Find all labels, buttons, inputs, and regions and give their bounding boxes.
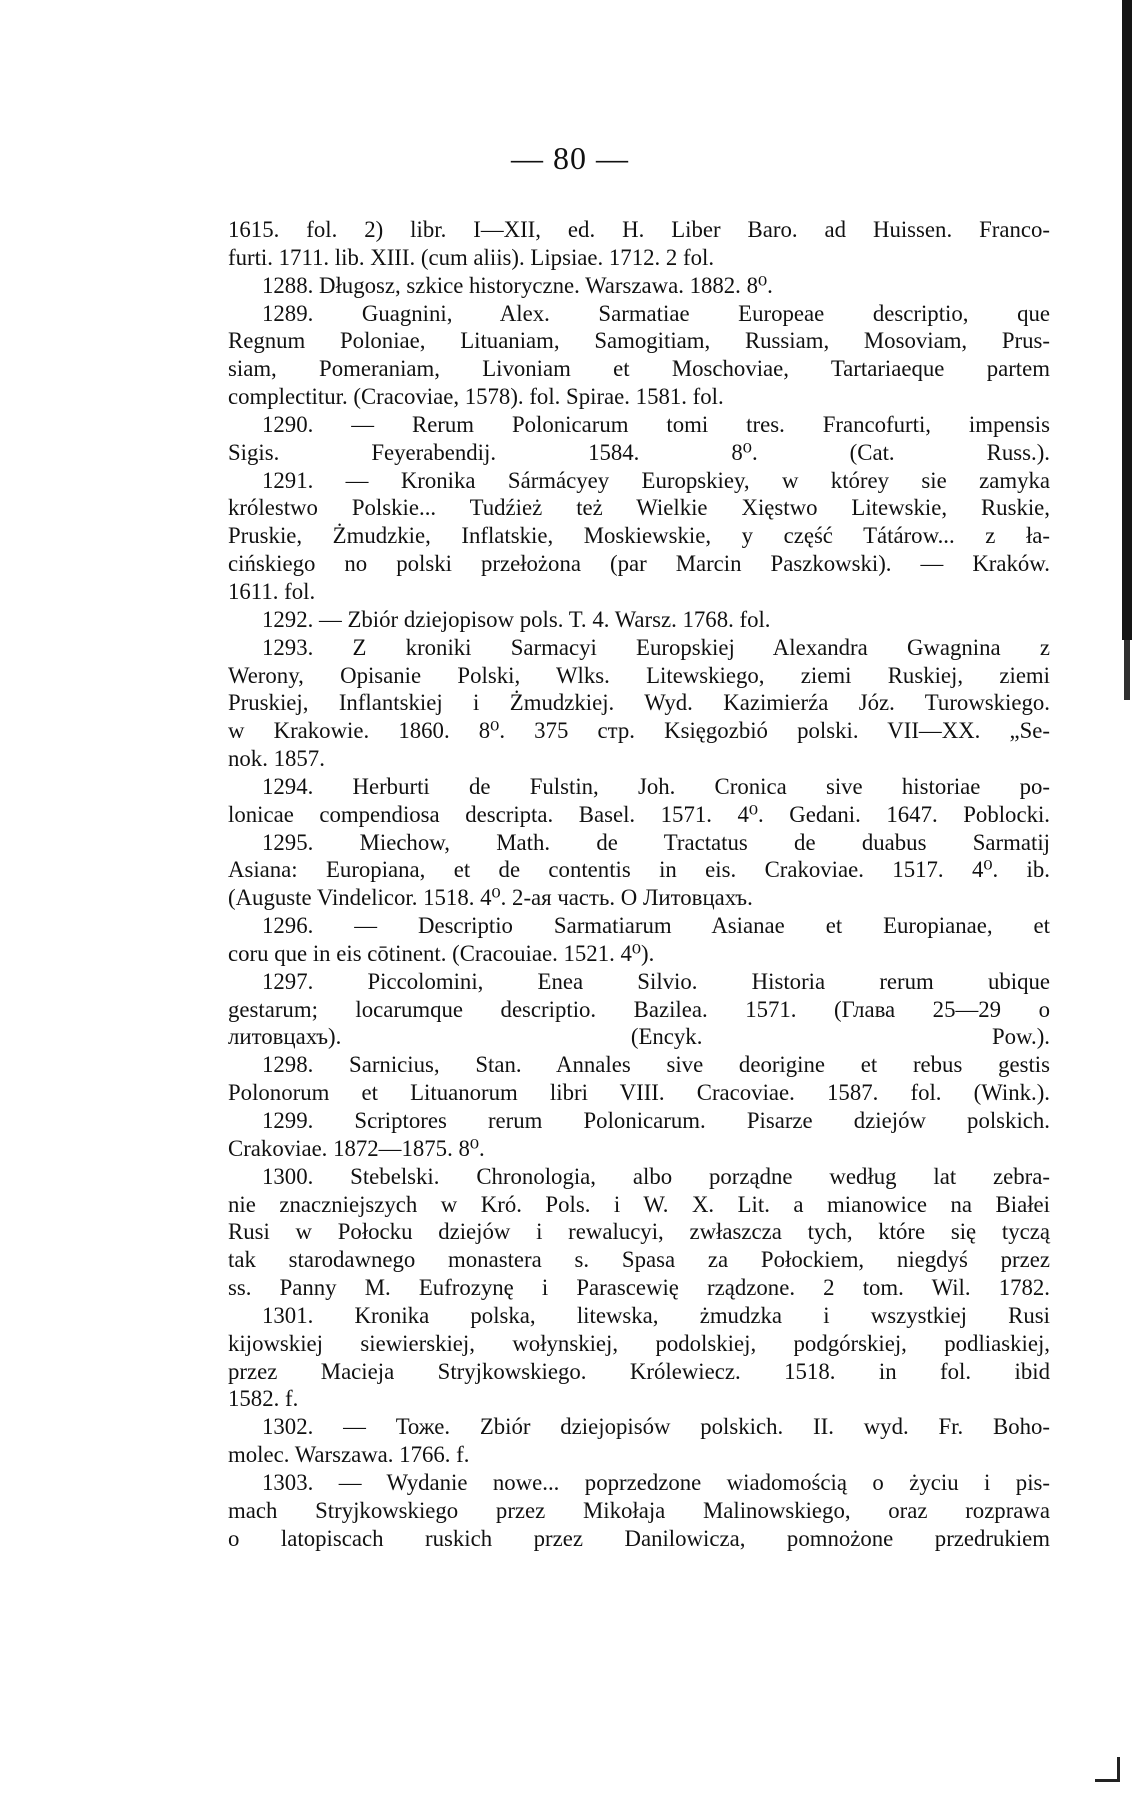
text-line: Rusi w Połocku dziejów i rewalucyi, zwłaszcza tych, które się tyczą <box>228 1219 1050 1245</box>
entry-1298: 1298. Sarnicius, Stan. Annales sive deorigine et rebus gestis <box>262 1052 1050 1078</box>
text-line: mach Stryjkowskiego przez Mikołaja Malinowskiego, oraz rozprawa <box>228 1497 1050 1523</box>
entry-1301: 1301. Kronika polska, litewska, żmudzka i wszystkiej Rusi <box>262 1302 1050 1328</box>
text-line: kijowskiej siewierskiej, wołynskiej, podolskiej, podgórskiej, podliaskiej, <box>228 1330 1050 1356</box>
text-line: coru que in eis cōtinent. (Cracouiae. 1521. 4⁰). <box>228 940 655 966</box>
bibliography-text <box>228 216 1050 1553</box>
entry-1303: 1303. — Wydanie nowe... poprzedzone wiadomością o życiu i pis- <box>262 1469 1050 1495</box>
entry-1293: 1293. Z kroniki Sarmacyi Europskiej Alexandra Gwagnina z <box>262 634 1050 660</box>
text-line: o latopiscach ruskich przez Danilowicza, pomnożone przedrukiem <box>228 1525 1050 1551</box>
scan-corner-mark <box>1095 1757 1120 1782</box>
text-line: Pruskiej, Inflantskiej i Żmudzkiej. Wyd. Kazimierźa Józ. Turowskiego. <box>228 690 1050 716</box>
entry-1300: 1300. Stebelski. Chronologia, albo porządne według lat zebra- <box>262 1163 1050 1189</box>
entry-1288: 1288. Długosz, szkice historyczne. Warszawa. 1882. 8⁰. <box>262 272 773 298</box>
entry-1299: 1299. Scriptores rerum Polonicarum. Pisarze dziejów polskich. <box>262 1108 1050 1133</box>
text-line: Sigis. Feyerabendij. 1584. 8⁰. (Cat. Russ.). <box>228 439 1050 465</box>
text-line: 1582. f. <box>228 1386 299 1412</box>
text-line: Polonorum et Lituanorum libri VIII. Cracoviae. 1587. fol. (Wink.). <box>228 1080 1050 1106</box>
entry-1294: 1294. Herburti de Fulstin, Joh. Cronica sive historiae po- <box>262 773 1050 799</box>
text-line: 1611. fol. <box>228 578 316 604</box>
text-line: ss. Panny M. Eufrozynę i Parascewię rządzone. 2 tom. Wil. 1782. <box>228 1275 1050 1301</box>
scan-edge-shadow-lower <box>1124 640 1130 700</box>
entry-1290: 1290. — Rerum Polonicarum tomi tres. Francofurti, impensis <box>262 411 1050 437</box>
entry-1297: 1297. Piccolomini, Enea Silvio. Historia rerum ubique <box>262 968 1050 994</box>
text-line: complectitur. (Cracoviae, 1578). fol. Spirae. 1581. fol. <box>228 384 724 410</box>
entry-1295: 1295. Miechow, Math. de Tractatus de duabus Sarmatij <box>262 829 1050 855</box>
text-line: nok. 1857. <box>228 746 325 772</box>
text-line: siam, Pomeraniam, Livoniam et Moschoviae, Tartariaeque partem <box>228 356 1050 382</box>
text-line: cińskiego no polski przełożona (par Marcin Paszkowski). — Kraków. <box>228 551 1050 577</box>
entry-1296: 1296. — Descriptio Sarmatiarum Asianae et Europianae, et <box>262 913 1050 939</box>
entry-1291: 1291. — Kronika Sármácyey Europskiey, w którey sie zamyka <box>262 467 1050 493</box>
text-line: Regnum Poloniae, Lituaniam, Samogitiam, Russiam, Mosoviam, Prus- <box>228 328 1050 354</box>
text-line: Werony, Opisanie Polski, Wlks. Litewskiego, ziemi Ruskiej, ziemi <box>228 662 1050 688</box>
text-line: molec. Warszawa. 1766. f. <box>228 1442 470 1468</box>
text-line: Crakoviae. 1872—1875. 8⁰. <box>228 1135 485 1161</box>
text-line: tak starodawnego monastera s. Spasa za Połockiem, niegdyś przez <box>228 1247 1050 1273</box>
text-line: Pruskie, Żmudzkie, Inflatskie, Moskiewskie, y część Tátárow... z ła- <box>228 523 1050 549</box>
text-line: литовцахъ). (Encyk. Pow.). <box>228 1024 1050 1050</box>
text-line: Asiana: Europiana, et de contentis in eis. Crakoviae. 1517. 4⁰. ib. <box>228 857 1050 883</box>
text-line: (Auguste Vindelicor. 1518. 4⁰. 2-ая часть. О Литовцахъ. <box>228 885 753 911</box>
text-line: furti. 1711. lib. XIII. (cum aliis). Lipsiae. 1712. 2 fol. <box>228 244 715 270</box>
text-line: nie znaczniejszych w Kró. Pols. i W. X. Lit. a mianowice na Białei <box>228 1191 1050 1217</box>
entry-1292: 1292. — Zbiór dziejopisow pols. T. 4. Warsz. 1768. fol. <box>262 606 771 632</box>
page-number: — 80 — <box>511 140 629 176</box>
entry-1302: 1302. — Тоже. Zbiór dziejopisów polskich. II. wyd. Fr. Boho- <box>262 1414 1050 1440</box>
text-line: przez Macieja Stryjkowskiego. Królewiecz. 1518. in fol. ibid <box>228 1358 1050 1384</box>
text-line: królestwo Polskie... Tudźież też Wielkie Xięstwo Litewskie, Ruskie, <box>228 495 1050 521</box>
text-line: gestarum; locarumque descriptio. Bazilea. 1571. (Глава 25—29 о <box>228 996 1050 1022</box>
text-line: w Krakowie. 1860. 8⁰. 375 стр. Księgozbió polski. VII—XX. „Se- <box>228 718 1050 744</box>
text-line: lonicae compendiosa descripta. Basel. 1571. 4⁰. Gedani. 1647. Poblocki. <box>228 801 1050 827</box>
entry-1289: 1289. Guagnini, Alex. Sarmatiae Europeae descriptio, que <box>262 300 1050 326</box>
text-line: 1615. fol. 2) libr. I—XII, ed. H. Liber Baro. ad Huissen. Franco- <box>228 217 1050 242</box>
scan-edge-shadow <box>1122 0 1132 640</box>
